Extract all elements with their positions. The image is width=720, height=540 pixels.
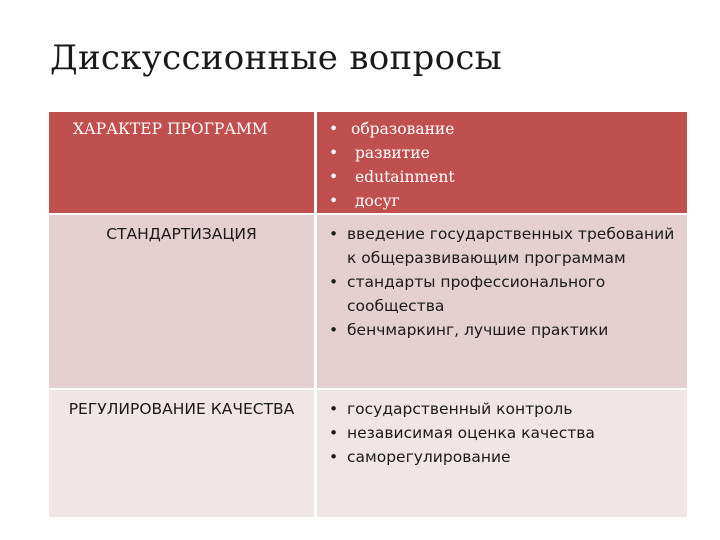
bullet-icon: • (329, 144, 339, 162)
row-items (317, 112, 687, 213)
list-item: • введение государственных требований к общеразвивающим программам (325, 222, 687, 270)
bullet-icon: • (329, 120, 339, 138)
bullet-icon: • (329, 448, 339, 466)
list-item: • досуг (325, 189, 687, 213)
row-items (317, 390, 687, 517)
list-item: • стандарты профессионального сообщества (325, 270, 687, 318)
table-row (49, 388, 687, 517)
bullet-icon: • (329, 321, 339, 339)
list-item: • edutainment (325, 165, 687, 189)
discussion-table (49, 112, 687, 517)
table-row (49, 213, 687, 388)
page-title: Дискуссионные вопросы (50, 38, 503, 78)
list-item: • образование (325, 117, 687, 141)
list-item: • развитие (325, 141, 687, 165)
list-item: • независимая оценка качества (325, 421, 687, 445)
row-label: РЕГУЛИРОВАНИЕ КАЧЕСТВА (68, 400, 295, 418)
bullet-icon: • (329, 225, 339, 243)
table-row (49, 112, 687, 213)
row-items (317, 215, 687, 388)
row-label: СТАНДАРТИЗАЦИЯ (106, 225, 257, 243)
bullet-icon: • (329, 168, 339, 186)
bullet-icon: • (329, 273, 339, 291)
list-item: • государственный контроль (325, 397, 687, 421)
bullet-icon: • (329, 424, 339, 442)
list-item: • саморегулирование (325, 445, 687, 469)
bullet-icon: • (329, 192, 339, 210)
list-item: • бенчмаркинг, лучшие практики (325, 318, 687, 342)
row-label: ХАРАКТЕР ПРОГРАММ (73, 120, 268, 138)
bullet-icon: • (329, 400, 339, 418)
